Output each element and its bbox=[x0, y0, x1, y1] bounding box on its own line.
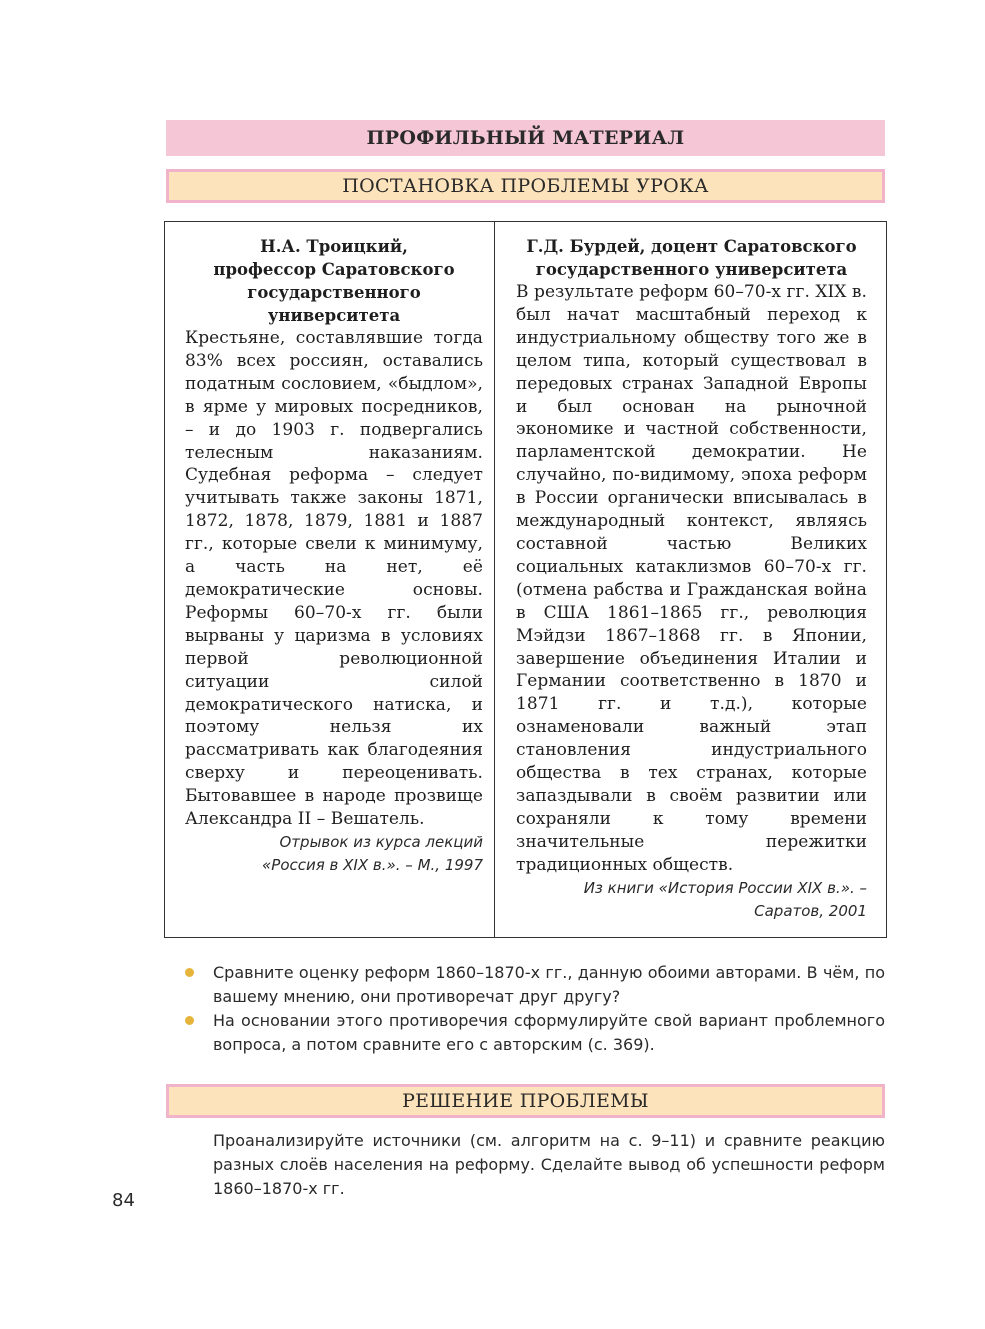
lesson-problem-title: ПОСТАНОВКА ПРОБЛЕМЫ УРОКА bbox=[166, 169, 885, 203]
source-text: Крестьяне, составлявшие тогда 83% всех россиян, оставались податным сословием, «быдлом», в ярме у мировых посредников, – и до 1903 г. подвергались телесным наказаниям. Судебная реформа – следует учитывать также законы 1871, 1872, 1878, 1879, 1881 и 1887 гг., которые свели к минимуму, а часть на нет, её демократические основы. Реформы 60–70-х гг. были вырваны у царизма в условиях первой революционной ситуации силой демократического натиска, и поэтому нельзя их рассматривать как благодеяния сверху и переоценивать. Бытовавшее в народе прозвище Александра II – Вешатель. bbox=[185, 328, 483, 830]
source-burdey bbox=[495, 222, 886, 937]
author-name: Г.Д. Бурдей, доцент Саратовского bbox=[526, 237, 857, 256]
source-troitsky bbox=[165, 222, 495, 937]
source-author bbox=[516, 235, 867, 281]
citation-line: Саратов, 2001 bbox=[754, 901, 867, 920]
solution-title: РЕШЕНИЕ ПРОБЛЕМЫ bbox=[166, 1084, 885, 1118]
list-item bbox=[183, 961, 885, 1009]
source-citation bbox=[516, 877, 867, 923]
source-author bbox=[185, 235, 483, 327]
bullet-icon bbox=[185, 968, 194, 977]
author-position: профессор Саратовского государственного университета bbox=[213, 260, 455, 325]
citation-line: Отрывок из курса лекций bbox=[279, 832, 483, 851]
author-name: Н.А. Троицкий, bbox=[260, 237, 408, 256]
author-position: государственного университета bbox=[535, 260, 848, 279]
question-text: На основании этого противоречия сформулируйте свой вариант проблемного вопроса, а потом сравните его с авторским (с. 369). bbox=[213, 1011, 885, 1054]
questions-list bbox=[183, 961, 885, 1057]
sources-table bbox=[164, 221, 887, 938]
source-text: В результате реформ 60–70-х гг. XIX в. был начат масштабный переход к индустриальному обществу того же в целом типа, который существовал в передовых странах Западной Европы и был основан на рыночной экономике и частной собственности, парламентской демократии. Не случайно, по-видимому, эпоха реформ в России органически вписывалась в международный контекст, являясь составной частью Великих социальных катаклизмов 60–70-х гг. (отмена рабства и Гражданская война в США 1861–1865 гг., революция Мэйдзи 1867–1868 гг. в Японии, завершение объединения Италии и Германии соответственно в 1870 и 1871 гг. и т.д.), которые ознаменовали важный этап становления индустриального общества в тех странах, которые запаздывали в своём развитии или сохраняли к тому времени значительные пережитки традиционных обществ. bbox=[516, 282, 867, 875]
source-citation bbox=[185, 831, 483, 877]
bullet-icon bbox=[185, 1016, 194, 1025]
citation-line: Из книги «История России XIX в.». – bbox=[583, 878, 867, 897]
list-item bbox=[183, 1009, 885, 1057]
page-number: 84 bbox=[112, 1190, 135, 1211]
question-text: Сравните оценку реформ 1860–1870-х гг., данную обоими авторами. В чём, по вашему мнению, они противоречат друг другу? bbox=[213, 963, 885, 1006]
citation-line: «Россия в XIX в.». – М., 1997 bbox=[262, 855, 483, 874]
section-title: ПРОФИЛЬНЫЙ МАТЕРИАЛ bbox=[166, 120, 885, 156]
solution-task: Проанализируйте источники (см. алгоритм на с. 9–11) и сравните реакцию разных слоёв населения на реформу. Сделайте вывод об успешности реформ 1860–1870-х гг. bbox=[213, 1131, 885, 1198]
